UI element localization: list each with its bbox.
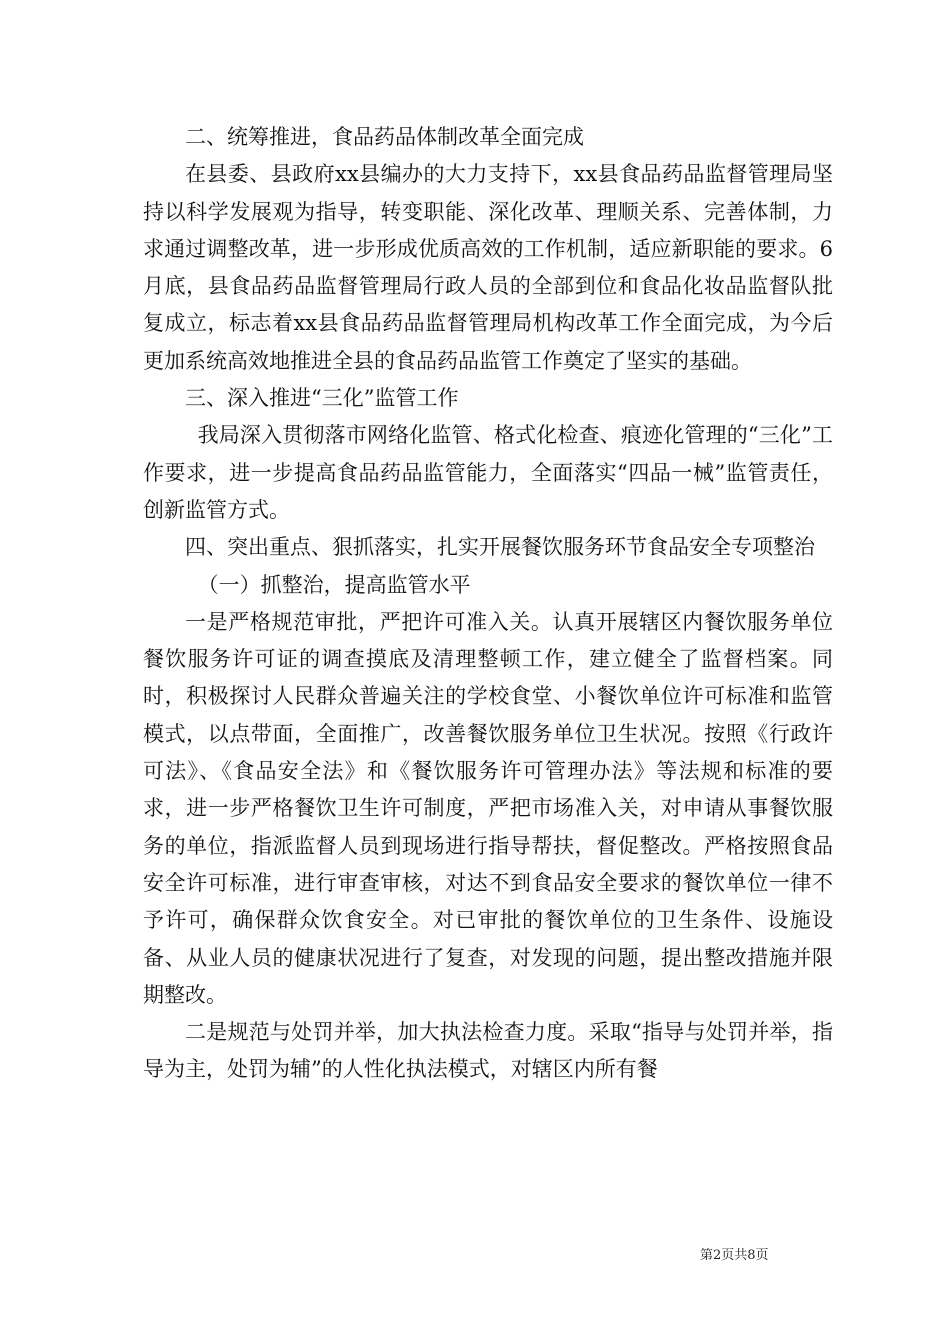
section-heading-3: 三、深入推进“三化”监管工作: [185, 386, 459, 411]
paragraph-enforcement: 二是规范与处罚并举，加大执法检查力度。采取“指导与处罚并举，指导为主，处罚为辅”的人性化执法模式，对辖区内所有餐: [143, 1020, 833, 1082]
paragraph-reform: 在县委、县政府xx县编办的大力支持下，xx县食品药品监督管理局坚持以科学发展观为指导，转变职能、深化改革、理顺关系、完善体制，力求通过调整改革，进一步形成优质高效的工作机制，适应新职能的要求。6月底，县食品药品监督管理局行政人员的全部到位和食品化妆品监督队批复成立，标志着xx县食品药品监督管理局机构改革工作全面完成，为今后更加系统高效地推进全县的食品药品监管工作奠定了坚实的基础。: [143, 162, 833, 373]
paragraph-three-modernizations: 我局深入贯彻落市网络化监管、格式化检查、痕迹化管理的“三化”工作要求，进一步提高食品药品监管能力，全面落实“四品一械”监管责任，创新监管方式。: [143, 423, 833, 522]
document-body: [143, 119, 833, 1089]
section-heading-4: 四、突出重点、狠抓落实，扎实开展餐饮服务环节食品安全专项整治: [185, 535, 815, 560]
section-heading-2: 二、统筹推进，食品药品体制改革全面完成: [185, 125, 584, 149]
subsection-heading-1: （一）抓整治，提高监管水平: [197, 572, 471, 597]
paragraph-approval: 一是严格规范审批，严把许可准入关。认真开展辖区内餐饮服务单位餐饮服务许可证的调查摸底及清理整顿工作，建立健全了监督档案。同时，积极探讨人民群众普遍关注的学校食堂、小餐饮单位许可标准和监管模式，以点带面，全面推广，改善餐饮服务单位卫生状况。按照《行政许可法》、《食品安全法》和《餐饮服务许可管理办法》等法规和标准的要求，进一步严格餐饮卫生许可制度，严把市场准入关，对申请从事餐饮服务的单位，指派监督人员到现场进行指导帮扶，督促整改。严格按照食品安全许可标准，进行审查审核，对达不到食品安全要求的餐饮单位一律不予许可，确保群众饮食安全。对已审批的餐饮单位的卫生条件、设施设备、从业人员的健康状况进行了复查，对发现的问题，提出整改措施并限期整改。: [143, 609, 833, 1007]
page-number: 第2页共8页: [700, 1248, 769, 1263]
